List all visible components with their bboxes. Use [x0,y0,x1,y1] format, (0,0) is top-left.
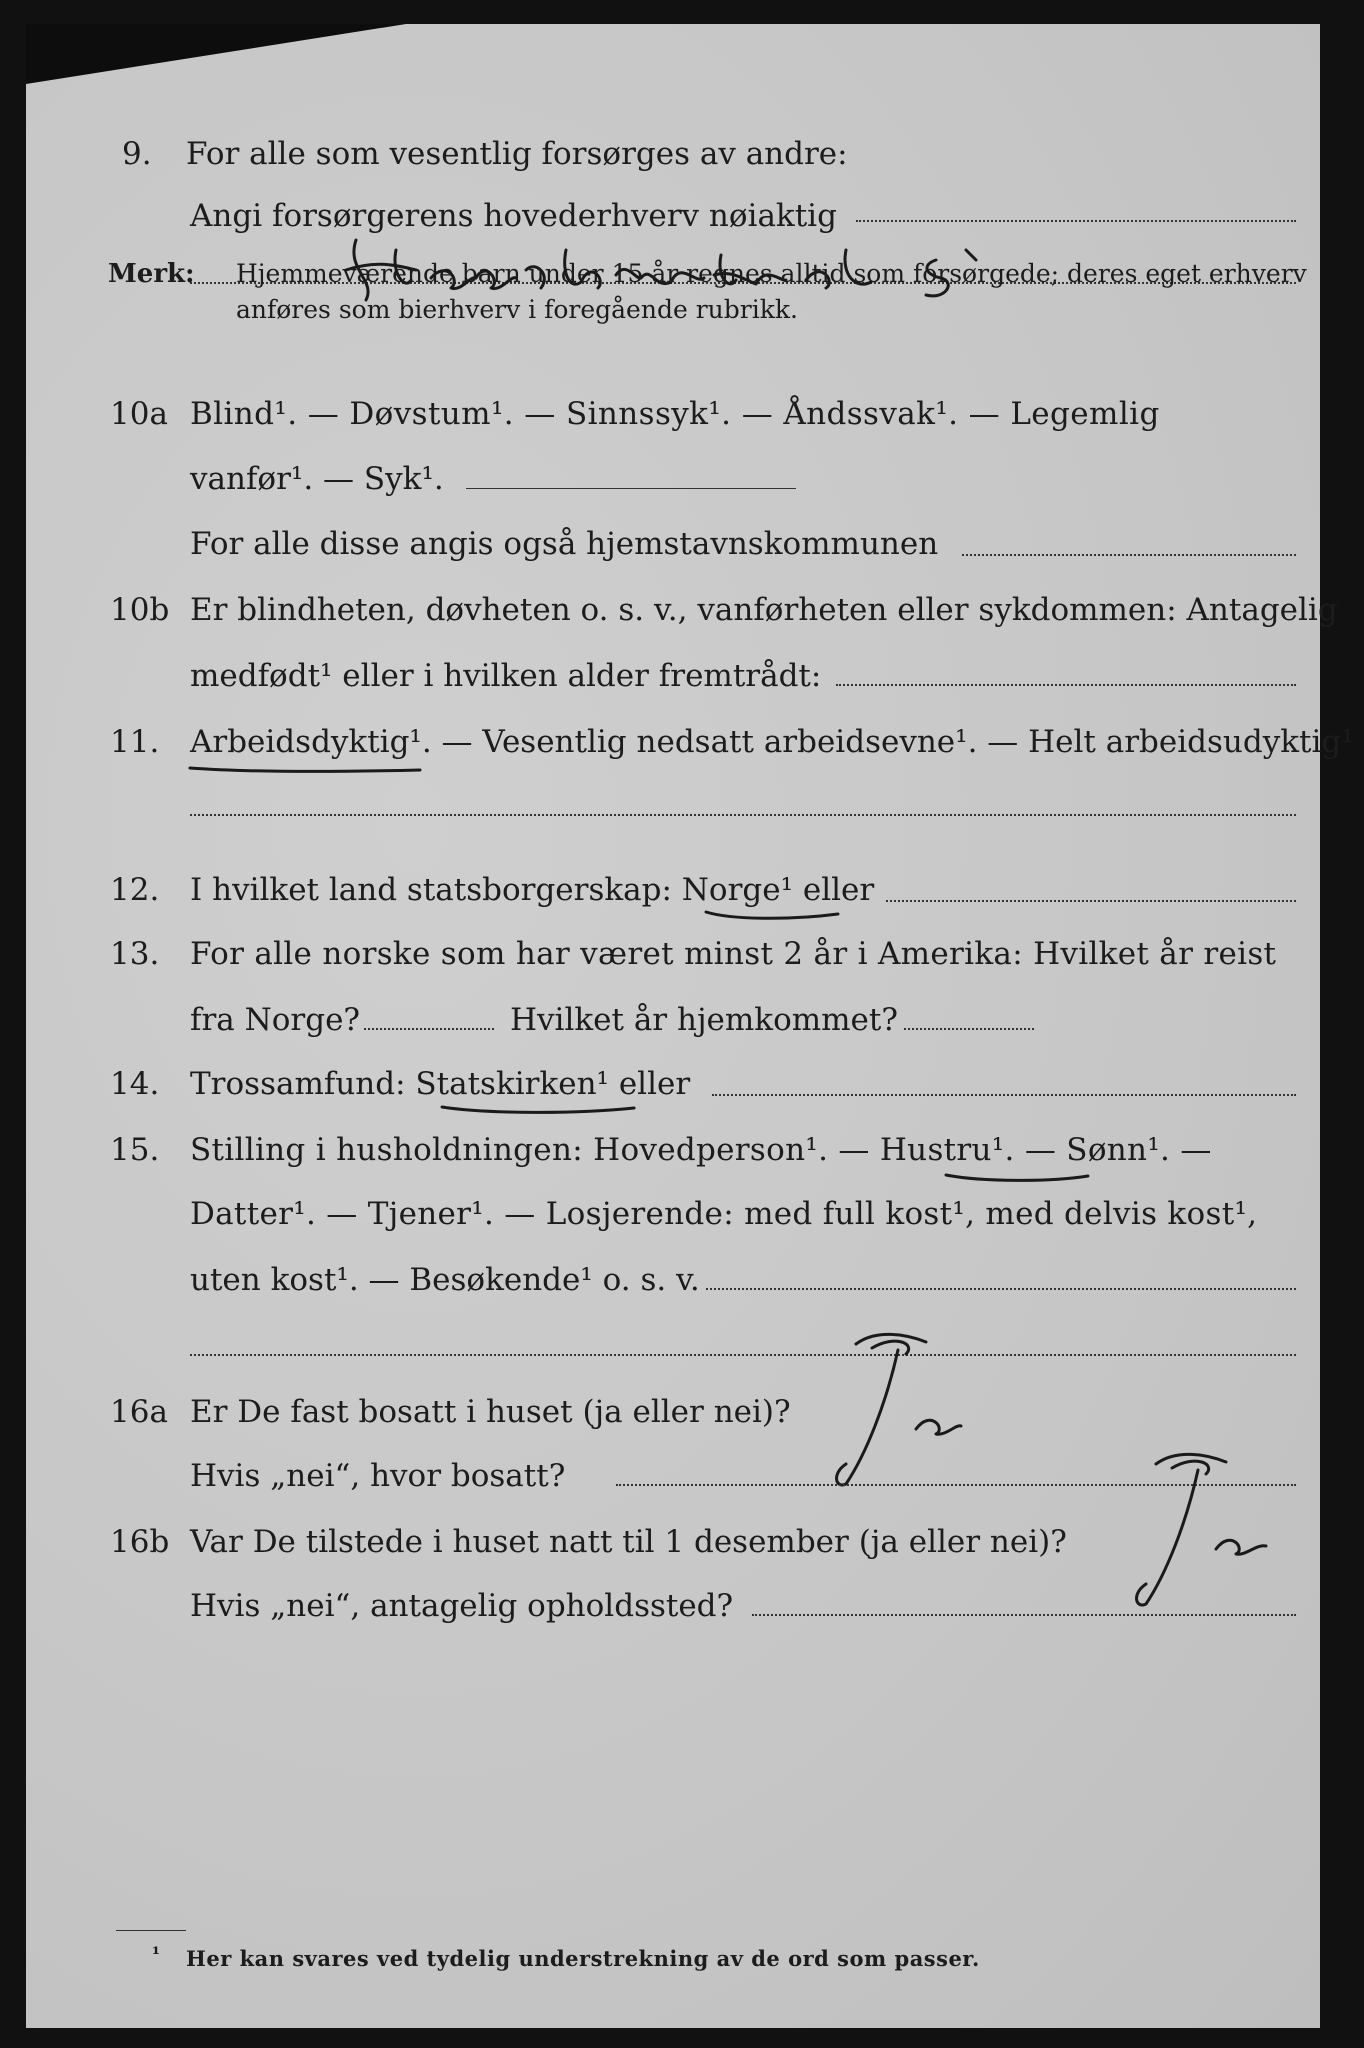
q14-number: 14. [110,1066,160,1102]
q16a-line-1: Er De fast bosatt i huset (ja eller nei)? [190,1394,791,1430]
census-form-page [26,24,1354,2028]
q10b-line-2: medfødt¹ eller i hvilken alder fremtrådt: [190,658,822,694]
footnote-mark: ¹ [152,1944,160,1965]
q11-line-1: Arbeidsdyktig¹. — Vesentlig nedsatt arbeidsevne¹. — Helt arbeidsudyktig¹ [190,724,1354,760]
q15-role-line-2 [190,1354,1296,1356]
note-line-2: anføres som bierhverv i foregående rubrikk. [236,295,798,324]
q16b-whereabouts-line [752,1614,1296,1616]
q13-line-2b: Hvilket år hjemkommet? [510,1002,898,1038]
q16a-number: 16a [110,1394,168,1430]
q16b-number: 16b [110,1524,170,1560]
q10a-line-1: Blind¹. — Døvstum¹. — Sinnssyk¹. — Åndssvak¹. — Legemlig [190,396,1160,432]
note-label: Merk: [108,259,195,289]
q9-provider-label: Angi forsørgerens hovederhverv nøiaktig [190,198,837,234]
q10b-line-1: Er blindheten, døvheten o. s. v., vanførheten eller sykdommen: Antagelig [190,592,1338,628]
q12-number: 12. [110,872,160,908]
q14-line-1: Trossamfund: Statskirken¹ eller [190,1066,691,1102]
q11-number: 11. [110,724,160,760]
q13-departure-year-line [364,1028,494,1030]
q10a-home-municipality-line [962,554,1296,556]
q10a-number: 10a [110,396,168,432]
q15-role-line [706,1288,1296,1290]
q15-number: 15. [110,1132,160,1168]
q16a-line-2: Hvis „nei“, hvor bosatt? [190,1458,566,1494]
q15-line-3: uten kost¹. — Besøkende¹ o. s. v. [190,1262,700,1298]
q14-underline-mark [438,1102,638,1118]
q9-number: 9. [122,136,152,172]
q9-text: For alle som vesentlig forsørges av andre: [186,136,848,172]
q11-underline-mark [186,762,426,778]
footnote-text: Her kan svares ved tydelig understrekning av de ord som passer. [186,1946,980,1971]
q10a-line-2: vanfør¹. — Syk¹. [190,461,444,497]
q10a-line-3: For alle disse angis også hjemstavnskommunen [190,526,939,562]
q12-country-line [886,900,1296,902]
q12-underline-mark [702,908,842,924]
q10a-sick-line [466,488,796,489]
q16b-line-1: Var De tilstede i huset natt til 1 desember (ja eller nei)? [190,1524,1067,1560]
q15-line-1: Stilling i husholdningen: Hovedperson¹. — Hustru¹. — Sønn¹. — [190,1132,1212,1168]
footnote-rule [116,1930,186,1931]
q13-number: 13. [110,936,160,972]
q13-return-year-line [904,1028,1034,1030]
q16a-handwritten-answer [806,1324,986,1494]
q12-line-1: I hvilket land statsborgerskap: Norge¹ eller [190,872,875,908]
q15-line-2: Datter¹. — Tjener¹. — Losjerende: med full kost¹, med delvis kost¹, [190,1196,1258,1232]
q13-line-2a: fra Norge? [190,1002,361,1038]
q10b-number: 10b [110,592,170,628]
q11-answer-line [190,814,1296,816]
q16b-handwritten-answer [1106,1444,1286,1624]
page-fold [26,24,406,84]
q16b-line-2: Hvis „nei“, antagelig opholdssted? [190,1588,734,1624]
q10b-age-line [836,684,1296,686]
q13-line-1: For alle norske som har været minst 2 år i Amerika: Hvilket år reist [190,936,1277,972]
q15-underline-mark [942,1170,1092,1186]
q14-faith-line [712,1094,1296,1096]
note-line-1: Hjemmeværende barn under 15 år regnes alltid som forsørgede; deres eget erhverv [236,259,1307,288]
